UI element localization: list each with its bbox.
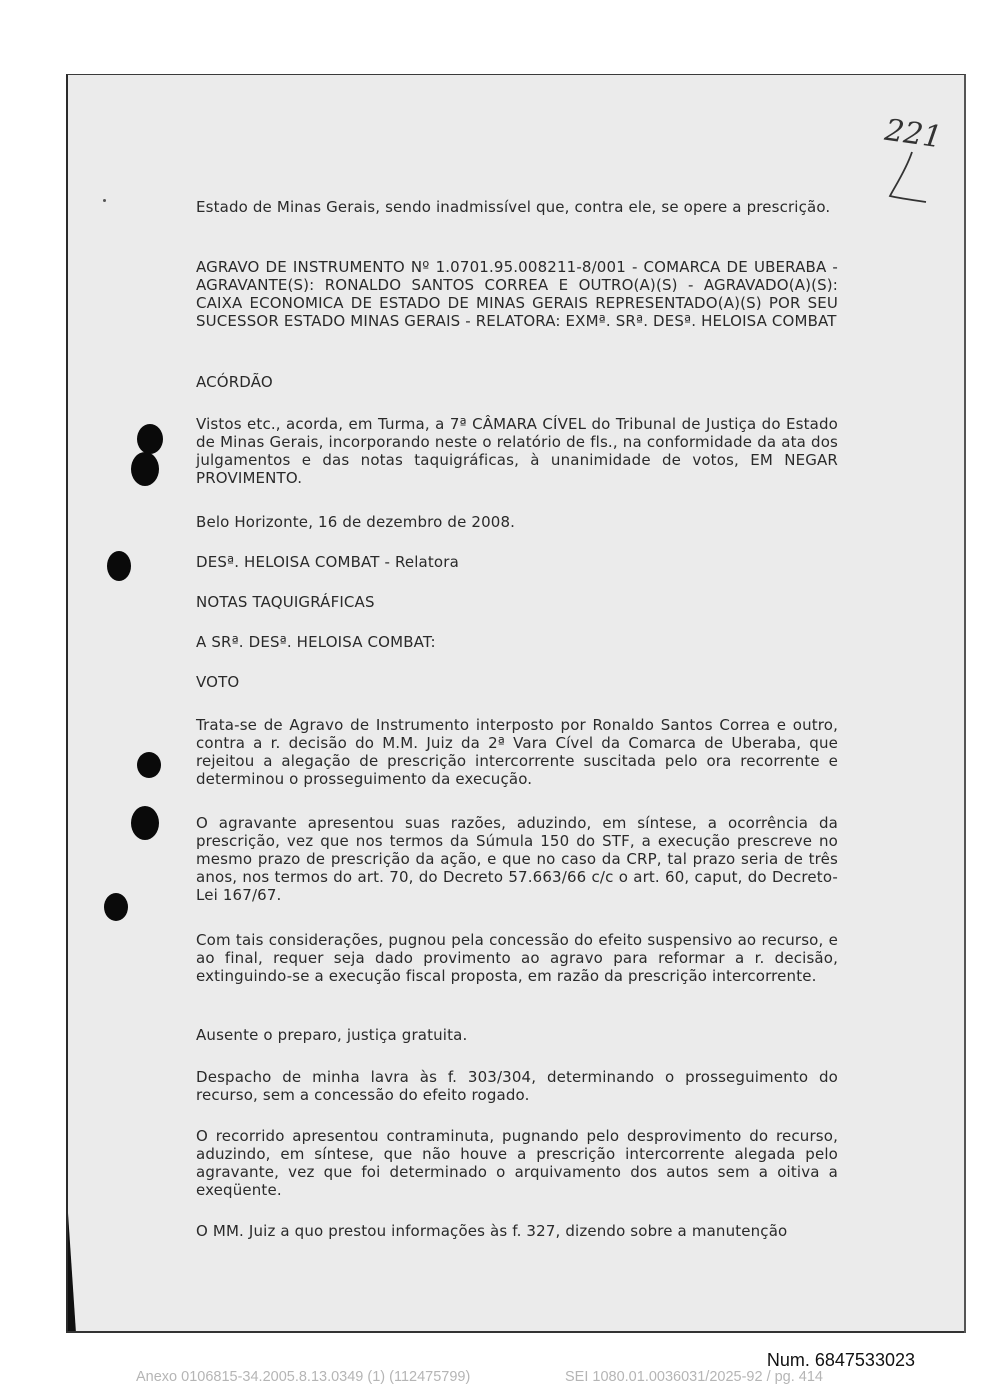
voto-heading: VOTO xyxy=(196,673,240,691)
paragraph-trata-se: Trata-se de Agravo de Instrumento interposto por Ronaldo Santos Correa e outro, contra a r. decisão do M.M. Juiz da 2ª Vara Cível da Comarca de Uberaba, que rejeitou a alegação de prescrição intercorrente suscitada pelo ora recorrente e determinou o prosseguimento da execução. xyxy=(196,716,838,788)
document-number: Num. 6847533023 xyxy=(766,1350,915,1370)
relatora-line: DESª. HELOISA COMBAT - Relatora xyxy=(196,553,459,571)
punch-hole xyxy=(107,551,131,581)
speaker-line: A SRª. DESª. HELOISA COMBAT: xyxy=(196,633,436,651)
paragraph-recorrido: O recorrido apresentou contraminuta, pugnando pelo desprovimento do recurso, aduzindo, em síntese, que não houve a prescrição intercorrente alegada pelo agravante, vez que foi determinado o arquivamento dos autos sem a oitiva a exeqüente. xyxy=(196,1127,838,1199)
paragraph-agravante: O agravante apresentou suas razões, aduzindo, em síntese, a ocorrência da prescrição, vez que nos termos da Súmula 150 do STF, a execução prescreve no mesmo prazo de prescrição da ação, e que no caso da CRP, tal prazo seria de três anos, nos termos do art. 70, do Decreto 57.663/66 c/c o art. 60, caput, do Decreto-Lei 167/67. xyxy=(196,814,838,904)
handwritten-page-mark xyxy=(876,110,956,210)
case-header: AGRAVO DE INSTRUMENTO Nº 1.0701.95.008211-8/001 - COMARCA DE UBERABA - AGRAVANTE(S): RONALDO SANTOS CORREA E OUTRO(A)(S) - AGRAVADO(A)(S): CAIXA ECONOMICA DE ESTADO DE MINAS GERAIS REPRESENTADO(A)(S) POR SEU SUCESSOR ESTADO MINAS GERAIS - RELATORA: EXMª. SRª. DESª. HELOISA COMBAT xyxy=(196,258,838,330)
annex-reference: Anexo 0106815-34.2005.8.13.0349 (1) (112475799) xyxy=(136,1369,471,1385)
punch-hole xyxy=(137,424,163,454)
punch-hole xyxy=(104,893,128,921)
acordao-paragraph: Vistos etc., acorda, em Turma, a 7ª CÂMARA CÍVEL do Tribunal de Justiça do Estado de Minas Gerais, incorporando neste o relatório de fls., na conformidade da ata dos julgamentos e das notas taquigráficas, à unanimidade de votos, EM NEGAR PROVIMENTO. xyxy=(196,415,838,487)
notas-heading: NOTAS TAQUIGRÁFICAS xyxy=(196,593,375,611)
paragraph-juiz: O MM. Juiz a quo prestou informações às f. 327, dizendo sobre a manutenção xyxy=(196,1222,788,1240)
date-line: Belo Horizonte, 16 de dezembro de 2008. xyxy=(196,513,516,531)
paragraph-consideracoes: Com tais considerações, pugnou pela concessão do efeito suspensivo ao recurso, e ao final, requer seja dado provimento ao agravo para reformar a r. decisão, extinguindo-se a execução fiscal proposta, em razão da prescrição intercorrente. xyxy=(196,931,838,985)
sei-reference: SEI 1080.01.0036031/2025-92 / pg. 414 xyxy=(565,1369,823,1385)
paragraph-continuation: Estado de Minas Gerais, sendo inadmissível que, contra ele, se opere a prescrição. xyxy=(196,198,831,216)
acordao-heading: ACÓRDÃO xyxy=(196,373,273,391)
punch-hole xyxy=(137,752,161,778)
punch-hole xyxy=(131,452,159,486)
paragraph-despacho: Despacho de minha lavra às f. 303/304, determinando o prosseguimento do recurso, sem a concessão do efeito rogado. xyxy=(196,1068,838,1104)
paragraph-preparo: Ausente o preparo, justiça gratuita. xyxy=(196,1026,468,1044)
scan-speck xyxy=(103,199,106,202)
page-mark-text: 221 xyxy=(882,112,945,156)
punch-hole xyxy=(131,806,159,840)
page-bottom-edge xyxy=(66,1331,964,1333)
